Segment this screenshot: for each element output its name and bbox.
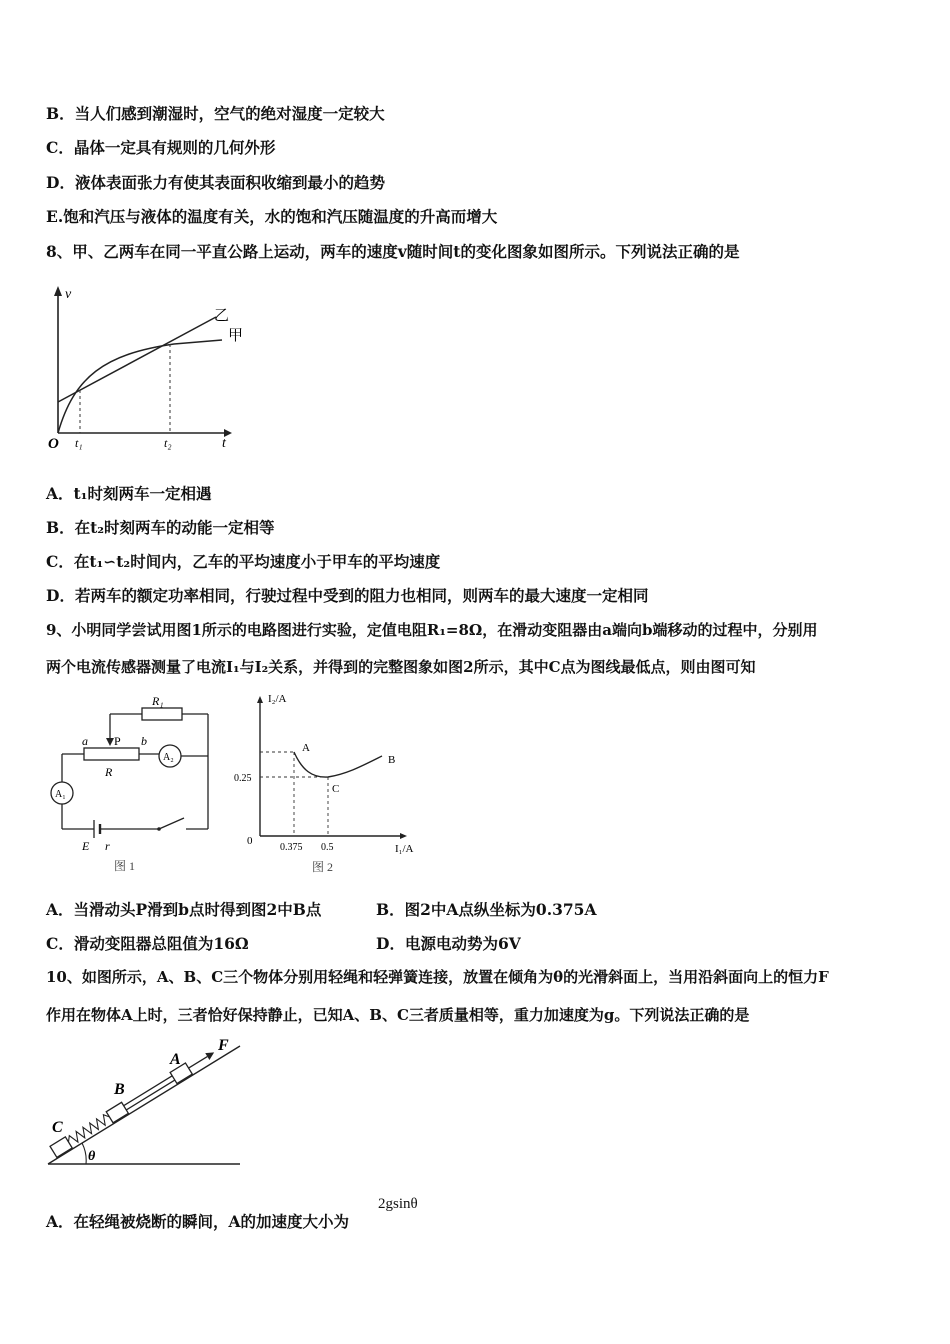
option-9a: A．当滑动头P滑到b点时得到图2中B点 <box>46 900 322 919</box>
x-axis-label: I₁/A <box>395 843 414 855</box>
svg-text:A₁: A₁ <box>55 789 66 800</box>
label-c: C <box>52 1119 63 1136</box>
t2-label: t₂ <box>164 436 172 450</box>
fig2-caption: 图 2 <box>312 860 334 874</box>
switch <box>159 818 184 829</box>
origin-label: 0 <box>247 835 253 847</box>
emf-label: E <box>82 839 90 853</box>
label-a: A <box>170 1051 181 1068</box>
incline-line <box>48 1046 240 1164</box>
svg-text:A₂: A₂ <box>163 752 174 763</box>
q10-incline-figure <box>44 1036 244 1168</box>
rheostat-r <box>84 748 139 760</box>
label-jia: 甲 <box>228 328 244 344</box>
slider-p-label: P <box>114 734 121 748</box>
option-9b: B．图2中A点纵坐标为0.375A <box>376 900 597 919</box>
label-b: B <box>114 1081 125 1098</box>
x-tick-05: 0.5 <box>321 842 334 853</box>
option-8a: A．t₁时刻两车一定相遇 <box>46 484 212 503</box>
question-8-stem: 8、甲、乙两车在同一平直公路上运动，两车的速度v随时间t的变化图象如图所示。下列说法正确的是 <box>46 242 740 261</box>
curve-jia <box>58 340 222 433</box>
point-c-label: C <box>332 783 340 795</box>
option-7c: C．晶体一定具有规则的几何外形 <box>46 138 276 157</box>
question-9-stem-line1: 9、小明同学尝试用图1所示的电路图进行实验，定值电阻R₁=8Ω，在滑动变阻器由a端向b端移动的过程中，分别用 <box>46 621 818 639</box>
t1-label: t₁ <box>75 436 83 450</box>
r1-label: R₁ <box>152 694 164 708</box>
point-b-label: B <box>388 754 396 766</box>
option-9d: D．电源电动势为6V <box>376 934 521 953</box>
option-8c: C．在t₁∽t₂时间内，乙车的平均速度小于甲车的平均速度 <box>46 552 441 571</box>
option-7d: D．液体表面张力有使其表面积收缩到最小的趋势 <box>46 173 385 192</box>
q8-vt-graph <box>44 282 254 452</box>
rheostat-label: R <box>105 765 113 779</box>
question-9-stem-line2: 两个电流传感器测量了电流I₁与I₂关系，并得到的完整图象如图2所示，其中C点为图线最低点，则由图可知 <box>46 658 756 676</box>
option-10a-formula: 2gsinθ <box>378 1196 418 1212</box>
rope <box>124 1076 173 1106</box>
option-7b: B．当人们感到潮湿时，空气的绝对湿度一定较大 <box>46 104 385 123</box>
question-10-stem-line1: 10、如图所示，A、B、C三个物体分别用轻绳和轻弹簧连接，放置在倾角为θ的光滑斜面上，当用沿斜面向上的恒力F <box>46 968 829 986</box>
y-tick-025: 0.25 <box>234 773 252 784</box>
theta-label: θ <box>88 1149 96 1164</box>
option-8d: D．若两车的额定功率相同，行驶过程中受到的阻力也相同，则两车的最大速度一定相同 <box>46 586 649 605</box>
force-arrow <box>189 1057 208 1069</box>
t-axis-label: t <box>222 436 226 451</box>
point-a-label: A <box>302 742 310 754</box>
graph-curve <box>294 752 382 777</box>
internal-r-label: r <box>105 839 110 853</box>
origin-label: O <box>48 436 59 452</box>
label-yi: 乙 <box>214 308 230 324</box>
x-tick-0375: 0.375 <box>280 842 303 853</box>
q9-circuit-figure <box>44 694 219 876</box>
question-10-stem-line2: 作用在物体A上时，三者恰好保持静止，已知A、B、C三者质量相等，重力加速度为g。下列说法正确的是 <box>46 1006 750 1024</box>
option-7e: E.饱和汽压与液体的温度有关，水的饱和汽压随温度的升高而增大 <box>46 207 498 226</box>
end-b-label: b <box>141 734 147 748</box>
option-10a: A．在轻绳被烧断的瞬间，A的加速度大小为 <box>46 1212 350 1231</box>
q9-current-graph <box>232 688 422 876</box>
option-8b: B．在t₂时刻两车的动能一定相等 <box>46 518 275 537</box>
y-axis-label: I₂/A <box>268 693 287 705</box>
option-9c: C．滑动变阻器总阻值为16Ω <box>46 934 249 953</box>
end-a-label: a <box>82 734 88 748</box>
resistor-r1 <box>142 708 182 720</box>
v-axis-label: v <box>65 287 72 302</box>
label-f: F <box>218 1037 229 1054</box>
fig1-caption: 图 1 <box>114 859 136 873</box>
line-yi <box>58 317 216 402</box>
